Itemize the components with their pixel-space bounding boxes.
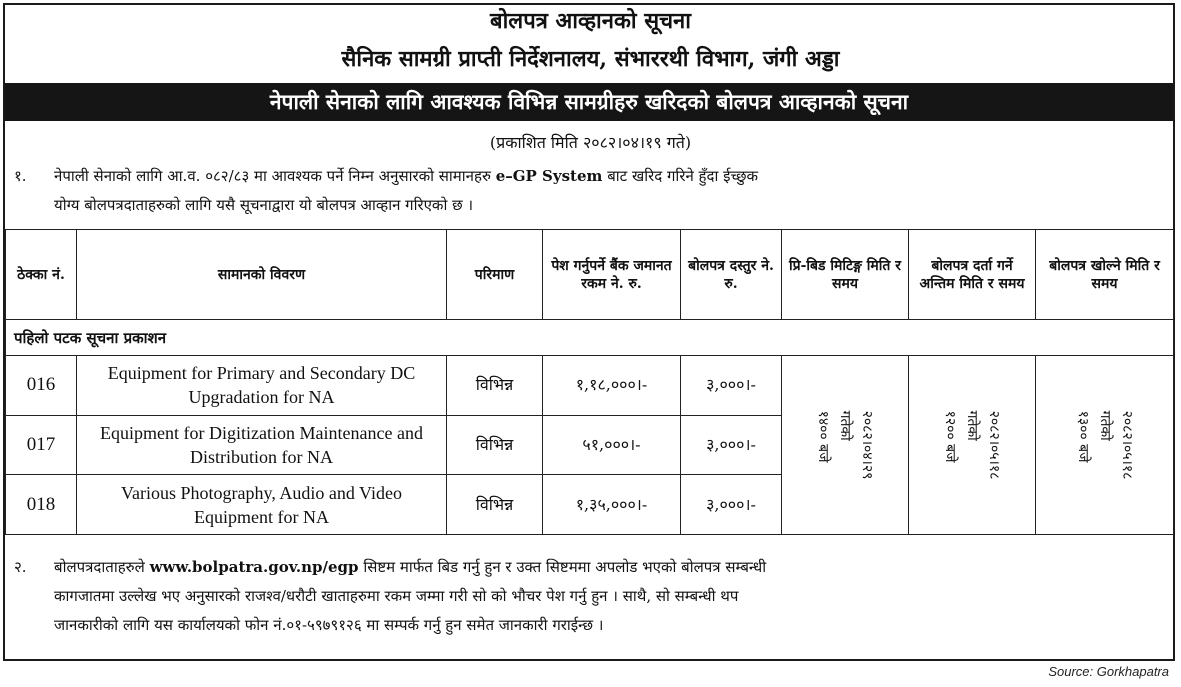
contract-no: 018 bbox=[6, 475, 77, 535]
col-contract-no: ठेक्का नं. bbox=[6, 230, 77, 320]
note-text-after: सिष्टम मार्फत बिड गर्नु हुन र उक्त सिष्टममा अपलोड भएको बोलपत्र सम्बन्धी bbox=[363, 558, 767, 576]
intro-text-after: बाट खरिद गरिने हुँदा ईच्छुक bbox=[607, 167, 759, 185]
notice-banner: नेपाली सेनाको लागि आवश्यक विभिन्न सामग्रीहरु खरिदको बोलपत्र आव्हानको सूचना bbox=[5, 83, 1173, 121]
registration-date: २०८२।०५।१८ bbox=[986, 410, 1002, 480]
intro-number: १. bbox=[14, 167, 27, 185]
prebid-date: २०८२।०४।२९ bbox=[859, 410, 875, 480]
source-credit: Source: Gorkhapatra bbox=[1048, 664, 1169, 679]
note-line-3: जानकारीको लागि यस कार्यालयको फोन नं.०१-५९७९१२६ मा सम्पर्क गर्नु हुन समेत जानकारी गराईन्छ । bbox=[54, 616, 604, 634]
contract-no: 017 bbox=[6, 415, 77, 475]
bank-guarantee-amount: ५१,०००।- bbox=[543, 415, 681, 475]
section-label: पहिलो पटक सूचना प्रकाशन bbox=[6, 320, 1174, 356]
intro-text-before: नेपाली सेनाको लागि आ.व. ०८२/८३ मा आवश्यक पर्ने निम्न अनुसारको सामानहरु bbox=[54, 167, 491, 185]
registration-datetime bbox=[909, 356, 1036, 535]
note-line-2: कागजातमा उल्लेख भए अनुसारको राजश्व/धरौटी खाताहरुमा रकम जम्मा गरी सो को भौचर पेश गर्नु हुन । साथै, सो सम्बन्धी थप bbox=[54, 587, 739, 605]
intro-paragraph bbox=[14, 162, 1169, 220]
prebid-time: १४०० बजे bbox=[815, 410, 831, 463]
col-quantity: परिमाण bbox=[447, 230, 543, 320]
bank-guarantee-amount: १,१८,०००।- bbox=[543, 356, 681, 416]
col-prebid: प्रि-बिड मिटिङ्ग मिति र समय bbox=[782, 230, 909, 320]
item-quantity: विभिन्न bbox=[447, 356, 543, 416]
contract-no: 016 bbox=[6, 356, 77, 416]
col-opening: बोलपत्र खोल्ने मिति र समय bbox=[1036, 230, 1174, 320]
table-row bbox=[6, 356, 1174, 416]
notice-title: बोलपत्र आव्हानको सूचना bbox=[490, 8, 691, 34]
publication-date: (प्रकाशित मिति २०८२।०४।१९ गते) bbox=[489, 133, 692, 152]
opening-time: १३०० बजे bbox=[1074, 410, 1091, 463]
opening-suffix: गतेको bbox=[1096, 410, 1113, 441]
col-registration: बोलपत्र दर्ता गर्ने अन्तिम मिति र समय bbox=[909, 230, 1036, 320]
item-description: Equipment for Digitization Maintenance and Distribution for NA bbox=[77, 415, 447, 475]
section-row bbox=[6, 320, 1174, 356]
issuing-office: सैनिक सामग्री प्राप्ती निर्देशनालय, संभाररथी विभाग, जंगी अड्डा bbox=[341, 46, 840, 72]
opening-datetime bbox=[1036, 356, 1174, 535]
bid-fee-amount: ३,०००।- bbox=[681, 475, 782, 535]
col-bank-guarantee: पेश गर्नुपर्ने बैंक जमानत रकम ने. रु. bbox=[543, 230, 681, 320]
intro-line-2: योग्य बोलपत्रदाताहरुको लागि यसै सूचनाद्वारा यो बोलपत्र आव्हान गरिएको छ । bbox=[54, 196, 474, 214]
registration-suffix: गतेको bbox=[964, 410, 980, 441]
prebid-datetime bbox=[782, 356, 909, 535]
registration-time: १२०० बजे bbox=[942, 410, 958, 463]
col-bid-fee: बोलपत्र दस्तुर ने. रु. bbox=[681, 230, 782, 320]
item-description: Various Photography, Audio and Video Equipment for NA bbox=[77, 475, 447, 535]
opening-date: २०८२।०५।१८ bbox=[1118, 410, 1135, 480]
note-paragraph bbox=[14, 553, 1169, 640]
bid-table bbox=[5, 229, 1174, 535]
note-number: २. bbox=[14, 558, 27, 576]
bid-fee-amount: ३,०००।- bbox=[681, 415, 782, 475]
item-description: Equipment for Primary and Secondary DC Upgradation for NA bbox=[77, 356, 447, 416]
prebid-suffix: गतेको bbox=[837, 410, 853, 441]
egp-system-label: e–GP System bbox=[495, 167, 603, 185]
bolpatra-url: www.bolpatra.gov.np/egp bbox=[149, 558, 359, 576]
bank-guarantee-amount: १,३५,०००।- bbox=[543, 475, 681, 535]
item-quantity: विभिन्न bbox=[447, 415, 543, 475]
col-description: सामानको विवरण bbox=[77, 230, 447, 320]
bid-fee-amount: ३,०००।- bbox=[681, 356, 782, 416]
item-quantity: विभिन्न bbox=[447, 475, 543, 535]
note-text-before: बोलपत्रदाताहरुले bbox=[54, 558, 145, 576]
table-header-row bbox=[6, 230, 1174, 320]
